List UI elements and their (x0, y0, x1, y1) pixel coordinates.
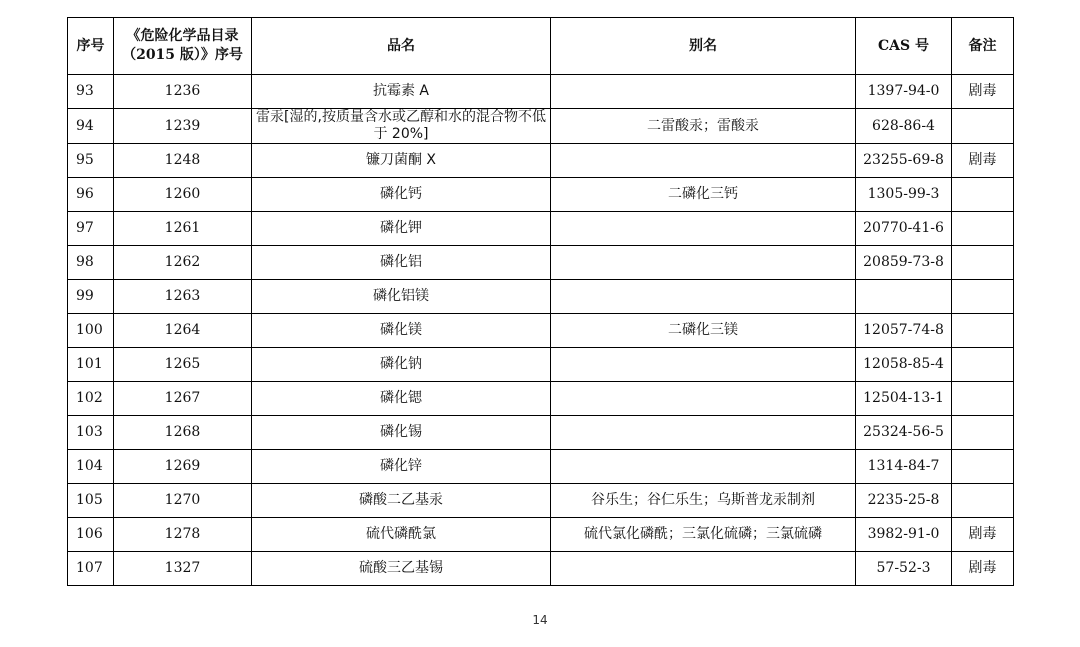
cell-catalog: 1236 (114, 75, 252, 109)
cell-cas: 25324-56-5 (856, 416, 952, 450)
cell-cas: 1314-84-7 (856, 450, 952, 484)
cell-seq: 102 (68, 382, 114, 416)
cell-name: 磷化镁 (252, 314, 551, 348)
cell-seq: 106 (68, 518, 114, 552)
cell-cas: 20770-41-6 (856, 212, 952, 246)
cell-catalog: 1265 (114, 348, 252, 382)
table-row (68, 178, 1014, 212)
cell-cas: 20859-73-8 (856, 246, 952, 280)
cell-seq: 97 (68, 212, 114, 246)
cell-note: 剧毒 (952, 144, 1014, 178)
table-row (68, 552, 1014, 586)
cell-note (952, 348, 1014, 382)
hazardous-chemicals-table (67, 17, 1014, 586)
cell-catalog: 1268 (114, 416, 252, 450)
cell-alias (551, 144, 856, 178)
cell-cas: 12504-13-1 (856, 382, 952, 416)
cell-cas: 12057-74-8 (856, 314, 952, 348)
table-row (68, 450, 1014, 484)
cell-catalog: 1270 (114, 484, 252, 518)
cell-note (952, 450, 1014, 484)
table-row (68, 144, 1014, 178)
table-row (68, 382, 1014, 416)
cell-note (952, 109, 1014, 144)
cell-catalog: 1278 (114, 518, 252, 552)
cell-name: 磷化钾 (252, 212, 551, 246)
cell-alias (551, 280, 856, 314)
table-row (68, 75, 1014, 109)
cell-note (952, 484, 1014, 518)
header-catalog-line1: 《危险化学品目录 (126, 28, 239, 44)
cell-seq: 94 (68, 109, 114, 144)
cell-seq: 98 (68, 246, 114, 280)
cell-catalog: 1263 (114, 280, 252, 314)
cell-alias (551, 212, 856, 246)
cell-name: 磷化铝镁 (252, 280, 551, 314)
table-row (68, 484, 1014, 518)
cell-catalog: 1267 (114, 382, 252, 416)
cell-seq: 101 (68, 348, 114, 382)
table-header-row (68, 18, 1014, 75)
cell-cas: 628-86-4 (856, 109, 952, 144)
cell-name: 磷化钙 (252, 178, 551, 212)
cell-seq: 103 (68, 416, 114, 450)
cell-note (952, 212, 1014, 246)
cell-catalog: 1239 (114, 109, 252, 144)
table-row (68, 280, 1014, 314)
table-row (68, 212, 1014, 246)
cell-name: 磷化锶 (252, 382, 551, 416)
cell-catalog: 1269 (114, 450, 252, 484)
cell-seq: 99 (68, 280, 114, 314)
table-row (68, 348, 1014, 382)
cell-alias (551, 382, 856, 416)
header-alias: 别名 (551, 18, 856, 75)
cell-alias (551, 75, 856, 109)
cell-cas: 23255-69-8 (856, 144, 952, 178)
cell-note: 剧毒 (952, 75, 1014, 109)
cell-name: 硫代磷酰氯 (252, 518, 551, 552)
header-note: 备注 (952, 18, 1014, 75)
cell-catalog: 1248 (114, 144, 252, 178)
cell-note (952, 416, 1014, 450)
cell-cas: 57-52-3 (856, 552, 952, 586)
cell-note (952, 314, 1014, 348)
cell-catalog: 1264 (114, 314, 252, 348)
cell-name: 抗霉素 A (252, 75, 551, 109)
cell-name: 磷化铝 (252, 246, 551, 280)
table-body (68, 75, 1014, 586)
cell-alias (551, 552, 856, 586)
cell-note: 剧毒 (952, 518, 1014, 552)
cell-cas: 1305-99-3 (856, 178, 952, 212)
cell-cas: 12058-85-4 (856, 348, 952, 382)
cell-alias (551, 246, 856, 280)
header-name: 品名 (252, 18, 551, 75)
cell-catalog: 1261 (114, 212, 252, 246)
cell-alias (551, 416, 856, 450)
cell-note (952, 382, 1014, 416)
cell-note: 剧毒 (952, 552, 1014, 586)
table-row (68, 416, 1014, 450)
cell-alias: 二磷化三镁 (551, 314, 856, 348)
table-row (68, 518, 1014, 552)
header-catalog-seq (114, 18, 252, 75)
cell-note (952, 246, 1014, 280)
page-number: 14 (532, 613, 548, 627)
cell-alias (551, 450, 856, 484)
cell-name: 磷化锌 (252, 450, 551, 484)
cell-name: 磷化钠 (252, 348, 551, 382)
cell-name: 磷化锡 (252, 416, 551, 450)
cell-seq: 104 (68, 450, 114, 484)
cell-alias (551, 348, 856, 382)
cell-name: 磷酸二乙基汞 (252, 484, 551, 518)
table-row (68, 109, 1014, 144)
cell-name: 硫酸三乙基锡 (252, 552, 551, 586)
cell-seq: 93 (68, 75, 114, 109)
cell-catalog: 1260 (114, 178, 252, 212)
cell-cas: 2235-25-8 (856, 484, 952, 518)
header-cas: CAS 号 (856, 18, 952, 75)
cell-catalog: 1262 (114, 246, 252, 280)
cell-cas: 1397-94-0 (856, 75, 952, 109)
cell-alias: 硫代氯化磷酰；三氯化硫磷；三氯硫磷 (551, 518, 856, 552)
cell-cas: 3982-91-0 (856, 518, 952, 552)
cell-seq: 100 (68, 314, 114, 348)
cell-name: 雷汞[湿的,按质量含水或乙醇和水的混合物不低于 20%] (252, 109, 551, 144)
cell-alias: 谷乐生；谷仁乐生；乌斯普龙汞制剂 (551, 484, 856, 518)
cell-alias: 二雷酸汞；雷酸汞 (551, 109, 856, 144)
cell-alias: 二磷化三钙 (551, 178, 856, 212)
cell-seq: 95 (68, 144, 114, 178)
cell-cas (856, 280, 952, 314)
cell-seq: 105 (68, 484, 114, 518)
table-row (68, 314, 1014, 348)
table-row (68, 246, 1014, 280)
cell-name: 镰刀菌酮 X (252, 144, 551, 178)
cell-note (952, 178, 1014, 212)
cell-seq: 107 (68, 552, 114, 586)
header-catalog-line2: （2015 版）》序号 (122, 47, 243, 63)
cell-note (952, 280, 1014, 314)
cell-catalog: 1327 (114, 552, 252, 586)
cell-seq: 96 (68, 178, 114, 212)
header-seq: 序号 (68, 18, 114, 75)
